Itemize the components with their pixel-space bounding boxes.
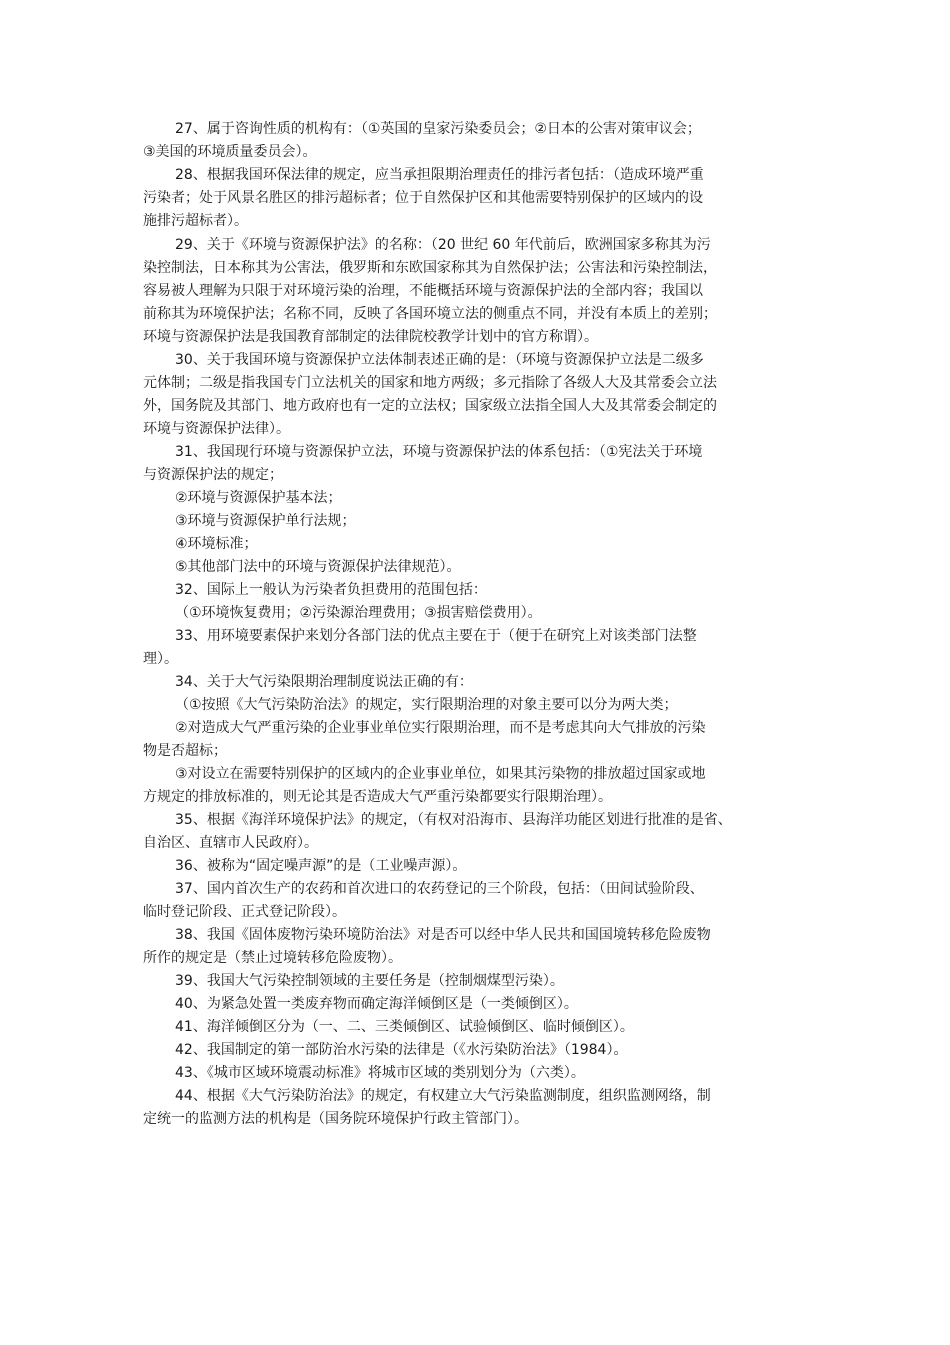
text-line: 定统一的监测方法的机构是（国务院环境保护行政主管部门）。 bbox=[143, 1111, 528, 1127]
text-line: ⑤其他部门法中的环境与资源保护法律规范）。 bbox=[175, 559, 461, 575]
text-line: 27、属于咨询性质的机构有：（①英国的皇家污染委员会；②日本的公害对策审议会； bbox=[175, 121, 701, 137]
text-line: （①按照《大气污染防治法》的规定，实行限期治理的对象主要可以分为两大类； bbox=[175, 697, 678, 713]
text-line: 33、用环境要素保护来划分各部门法的优点主要在于（便于在研究上对该类部门法整 bbox=[175, 628, 697, 644]
text-line: ③环境与资源保护单行法规； bbox=[175, 513, 356, 529]
text-line: 39、我国大气污染控制领域的主要任务是（控制烟煤型污染）。 bbox=[175, 973, 564, 989]
text-line: 污染者；处于风景名胜区的排污超标者；位于自然保护区和其他需要特别保护的区域内的设 bbox=[143, 190, 703, 206]
text-line: 37、国内首次生产的农药和首次进口的农药登记的三个阶段，包括：（田间试验阶段、 bbox=[175, 881, 704, 897]
text-line: 38、我国《固体废物污染环境防治法》对是否可以经中华人民共和国国境转移危险废物 bbox=[175, 927, 711, 943]
text-line: 染控制法，日本称其为公害法，俄罗斯和东欧国家称其为自然保护法；公害法和污染控制法， bbox=[143, 260, 717, 276]
text-line: 30、关于我国环境与资源保护立法体制表述正确的是：（环境与资源保护立法是二级多 bbox=[175, 352, 704, 368]
text-line: ③美国的环境质量委员会）。 bbox=[143, 144, 317, 160]
text-line: 自治区、直辖市人民政府）。 bbox=[143, 835, 318, 851]
text-line: 方规定的排放标准的，则无论其是否造成大气严重污染都要实行限期治理）。 bbox=[143, 789, 612, 805]
text-line: 28、根据我国环保法律的规定，应当承担限期治理责任的排污者包括：（造成环境严重 bbox=[175, 167, 704, 183]
text-line: ③对设立在需要特别保护的区域内的企业事业单位，如果其污染物的排放超过国家或地 bbox=[175, 766, 706, 782]
text-line: 44、根据《大气污染防治法》的规定，有权建立大气污染监测制度，组织监测网络，制 bbox=[175, 1088, 711, 1104]
text-line: 29、关于《环境与资源保护法》的名称：（20 世纪 60 年代前后，欧洲国家多称其为污 bbox=[175, 237, 711, 253]
text-line: 与资源保护法的规定； bbox=[143, 467, 283, 483]
text-line: 外，国务院及其部门、地方政府也有一定的立法权；国家级立法指全国人大及其常委会制定的 bbox=[143, 398, 717, 414]
text-line: 前称其为环境保护法；名称不同，反映了各国环境立法的侧重点不同，并没有本质上的差别； bbox=[143, 306, 717, 322]
text-line: 36、被称为“固定噪声源”的是（工业噪声源）。 bbox=[175, 858, 467, 874]
text-line: （①环境恢复费用；②污染源治理费用；③损害赔偿费用）。 bbox=[175, 605, 542, 621]
text-line: 32、国际上一般认为污染者负担费用的范围包括： bbox=[175, 582, 487, 598]
text-line: 环境与资源保护法律）。 bbox=[143, 421, 290, 437]
text-line: 施排污超标者）。 bbox=[143, 213, 248, 229]
text-line: 容易被人理解为只限于对环境污染的治理，不能概括环境与资源保护法的全部内容；我国以 bbox=[143, 283, 703, 299]
text-line: 环境与资源保护法是我国教育部制定的法律院校教学计划中的官方称谓）。 bbox=[143, 329, 598, 345]
text-line: ②对造成大气严重污染的企业事业单位实行限期治理，而不是考虑其向大气排放的污染 bbox=[175, 720, 706, 736]
text-line: 41、海洋倾倒区分为（一、二、三类倾倒区、试验倾倒区、临时倾倒区）。 bbox=[175, 1019, 634, 1035]
text-line: 43、《城市区域环境震动标准》将城市区域的类别划分为（六类）。 bbox=[175, 1065, 585, 1081]
text-line: 元体制；二级是指我国专门立法机关的国家和地方两级；多元指除了各级人大及其常委会立法 bbox=[143, 375, 717, 391]
text-line: 物是否超标； bbox=[143, 743, 227, 759]
text-line: ④环境标准； bbox=[175, 536, 258, 552]
text-line: 临时登记阶段、正式登记阶段）。 bbox=[143, 904, 346, 920]
text-line: 34、关于大气污染限期治理制度说法正确的有： bbox=[175, 674, 473, 690]
text-line: 42、我国制定的第一部防治水污染的法律是（《水污染防治法》（1984）。 bbox=[175, 1042, 628, 1058]
text-line: 所作的规定是（禁止过境转移危险废物）。 bbox=[143, 950, 402, 966]
text-line: 35、根据《海洋环境保护法》的规定，（有权对沿海市、县海洋功能区划进行批准的是省、 bbox=[175, 812, 732, 828]
text-line: 理）。 bbox=[143, 651, 178, 667]
text-line: ②环境与资源保护基本法； bbox=[175, 490, 342, 506]
text-line: 40、为紧急处置一类废弃物而确定海洋倾倒区是（一类倾倒区）。 bbox=[175, 996, 578, 1012]
text-line: 31、我国现行环境与资源保护立法，环境与资源保护法的体系包括：（①宪法关于环境 bbox=[175, 444, 703, 460]
